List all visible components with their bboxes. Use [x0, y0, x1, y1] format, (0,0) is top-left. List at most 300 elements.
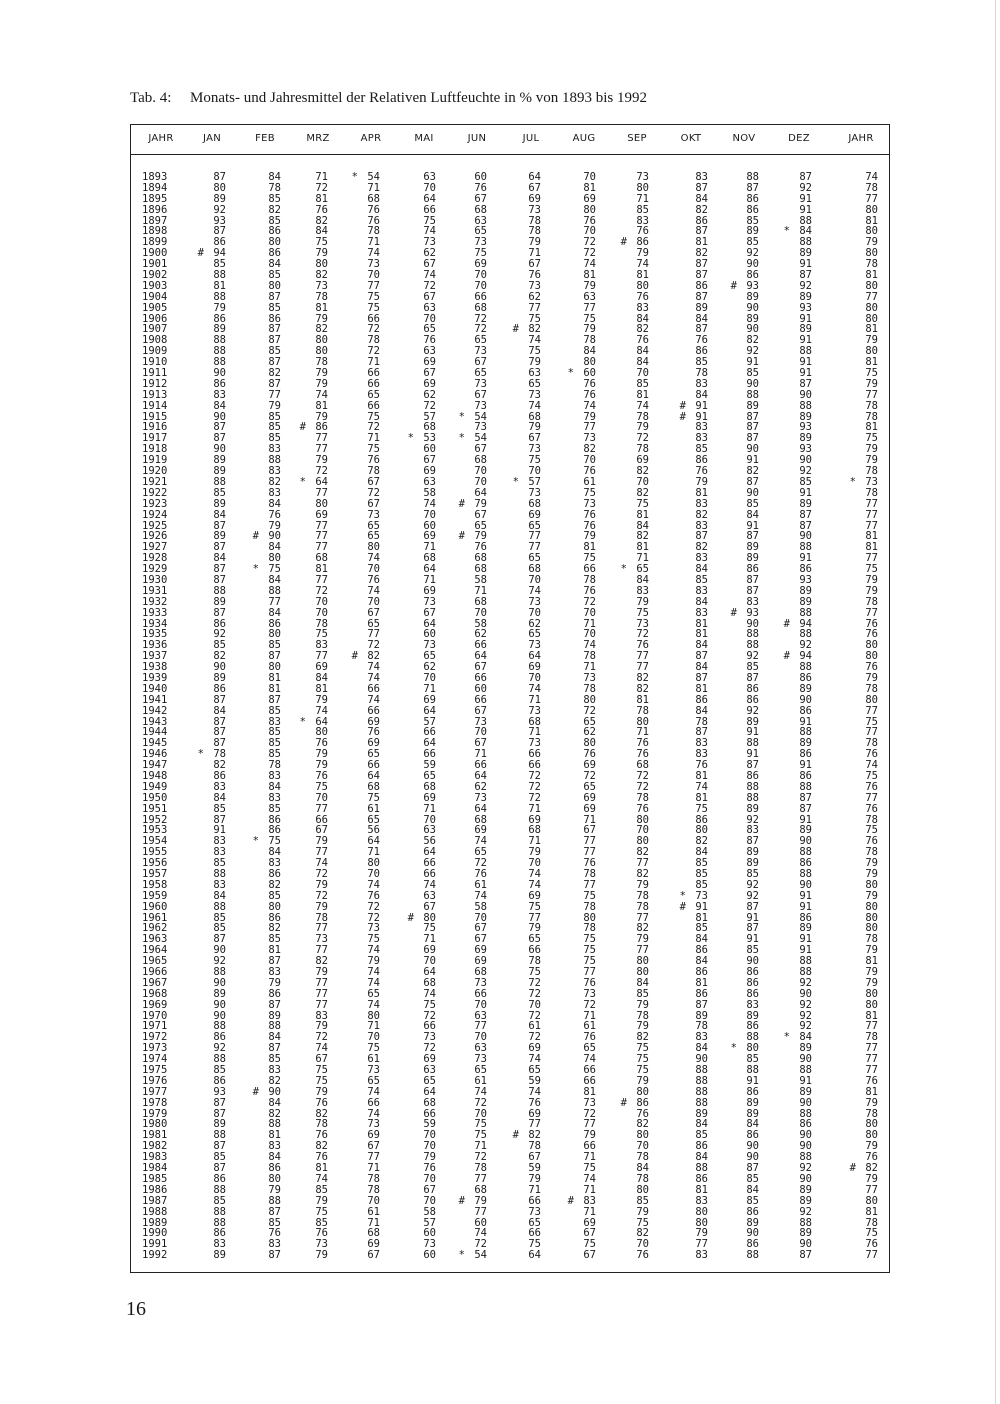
month-value-cell: 89 — [799, 290, 812, 303]
table-row — [131, 248, 889, 259]
month-value-cell: 77 — [315, 650, 328, 663]
annual-mean-cell: 77 — [865, 791, 878, 804]
month-value-cell: 88 — [799, 1107, 812, 1120]
table-row — [131, 945, 889, 956]
annual-mean-cell: 81 — [865, 421, 878, 434]
month-value-cell: 61 — [528, 1020, 541, 1033]
month-value-cell: 72 — [528, 1031, 541, 1044]
table-row — [131, 521, 889, 532]
month-value-cell: 86 — [268, 868, 281, 880]
month-value-cell: 85 — [315, 1216, 328, 1229]
year-cell: 1899 — [142, 236, 168, 249]
month-value-cell: 72 — [367, 911, 380, 924]
month-value-cell: 74 — [474, 889, 487, 902]
table-row — [131, 684, 889, 695]
month-value-cell: 75 — [636, 497, 649, 510]
month-value-cell: 73 — [474, 1053, 487, 1066]
month-value-cell: 66 — [583, 1140, 596, 1153]
month-value-cell: 67 — [528, 432, 541, 445]
month-value-cell: 70 — [367, 1194, 380, 1207]
month-value-cell: 67 — [474, 933, 487, 946]
month-value-cell: 78 — [528, 955, 541, 968]
minimum-marker: * — [458, 1249, 465, 1262]
month-value-cell: 77 — [315, 573, 328, 586]
month-value-cell: 86 — [799, 563, 812, 576]
month-value-cell: 83 — [268, 465, 281, 478]
month-value-cell: 83 — [268, 1140, 281, 1153]
month-value-cell: 64 — [423, 1085, 436, 1098]
month-value-cell: 74 — [528, 878, 541, 891]
month-value-cell: 68 — [474, 301, 487, 314]
month-value-cell: 85 — [636, 377, 649, 390]
month-value-cell: 67 — [528, 1151, 541, 1164]
month-value-cell: 89 — [746, 541, 759, 554]
month-value-cell: 72 — [636, 432, 649, 445]
month-value-cell: 81 — [315, 682, 328, 695]
maximum-marker: # — [783, 650, 790, 663]
month-value-cell: 64 — [528, 650, 541, 663]
month-value-cell: 76 — [367, 454, 380, 467]
annual-mean-cell: 79 — [865, 868, 878, 880]
month-value-cell: 64 — [474, 769, 487, 782]
month-value-cell: 67 — [528, 258, 541, 271]
month-value-cell: 78 — [636, 900, 649, 913]
month-value-cell: 91 — [746, 748, 759, 761]
year-cell: 1959 — [142, 889, 168, 902]
month-value-cell: 82 — [636, 1118, 649, 1131]
year-cell: 1966 — [142, 966, 168, 979]
month-value-cell: 85 — [268, 192, 281, 205]
month-value-cell: 86 — [315, 421, 328, 434]
annual-mean-cell: 78 — [865, 933, 878, 946]
month-value-cell: 76 — [474, 868, 487, 880]
month-value-cell: 89 — [746, 715, 759, 728]
month-value-cell: 83 — [695, 377, 708, 390]
month-value-cell: 90 — [799, 878, 812, 891]
year-cell: 1941 — [142, 693, 168, 706]
month-value-cell: 79 — [474, 497, 487, 510]
month-value-cell: 68 — [528, 563, 541, 576]
month-value-cell: 64 — [423, 737, 436, 750]
month-value-cell: 69 — [423, 377, 436, 390]
month-value-cell: 72 — [474, 1151, 487, 1164]
month-value-cell: 84 — [213, 552, 226, 565]
month-value-cell: 76 — [367, 214, 380, 227]
month-value-cell: 75 — [315, 1205, 328, 1218]
table-row — [131, 1141, 889, 1152]
table-row — [131, 923, 889, 934]
month-value-cell: 87 — [268, 377, 281, 390]
month-value-cell: 84 — [268, 497, 281, 510]
month-value-cell: 72 — [423, 279, 436, 292]
month-value-cell: 71 — [583, 617, 596, 630]
month-value-cell: 79 — [315, 454, 328, 467]
month-value-cell: 94 — [799, 617, 812, 630]
month-value-cell: 90 — [746, 377, 759, 390]
month-value-cell: 76 — [315, 1129, 328, 1142]
month-value-cell: 84 — [213, 508, 226, 521]
table-row — [131, 226, 889, 237]
month-value-cell: 70 — [367, 595, 380, 608]
table-row — [131, 619, 889, 630]
year-cell: 1933 — [142, 606, 168, 619]
month-value-cell: 75 — [367, 290, 380, 303]
month-value-cell: 88 — [746, 737, 759, 750]
month-value-cell: 86 — [695, 345, 708, 358]
month-value-cell: 76 — [636, 290, 649, 303]
month-value-cell: 77 — [636, 650, 649, 663]
month-value-cell: 86 — [799, 911, 812, 924]
month-value-cell: 79 — [583, 1129, 596, 1142]
year-cell: 1954 — [142, 835, 168, 848]
annual-mean-cell: 79 — [865, 334, 878, 347]
month-value-cell: 91 — [799, 367, 812, 380]
month-value-cell: 73 — [583, 1096, 596, 1109]
month-value-cell: 83 — [695, 737, 708, 750]
month-value-cell: 87 — [268, 356, 281, 369]
annual-mean-cell: 76 — [865, 661, 878, 674]
month-value-cell: 70 — [423, 181, 436, 194]
month-value-cell: 92 — [799, 279, 812, 292]
year-cell: 1990 — [142, 1227, 168, 1240]
month-value-cell: 88 — [695, 1074, 708, 1087]
month-value-cell: 65 — [528, 933, 541, 946]
month-value-cell: 76 — [367, 726, 380, 739]
month-value-cell: 92 — [213, 955, 226, 968]
annual-mean-cell: 80 — [865, 998, 878, 1011]
month-value-cell: 75 — [583, 1162, 596, 1175]
month-value-cell: 92 — [746, 345, 759, 358]
month-value-cell: 90 — [746, 955, 759, 968]
annual-mean-cell: 76 — [865, 780, 878, 793]
table-row — [131, 1043, 889, 1054]
minimum-marker: * — [197, 748, 204, 761]
year-cell: 1988 — [142, 1205, 168, 1218]
month-value-cell: 89 — [213, 1249, 226, 1262]
month-value-cell: 71 — [367, 432, 380, 445]
month-value-cell: 69 — [423, 944, 436, 957]
month-value-cell: 81 — [315, 1162, 328, 1175]
month-value-cell: 88 — [799, 628, 812, 641]
month-value-cell: 75 — [583, 889, 596, 902]
month-value-cell: 76 — [636, 639, 649, 652]
month-value-cell: 87 — [213, 421, 226, 434]
month-value-cell: 70 — [423, 671, 436, 684]
annual-mean-cell: 73 — [865, 475, 878, 488]
month-value-cell: 65 — [423, 323, 436, 336]
month-value-cell: 74 — [367, 966, 380, 979]
minimum-marker: * — [458, 410, 465, 423]
month-value-cell: 69 — [474, 955, 487, 968]
month-value-cell: 88 — [213, 966, 226, 979]
month-value-cell: 87 — [213, 693, 226, 706]
month-value-cell: 92 — [213, 1042, 226, 1055]
month-value-cell: 78 — [315, 290, 328, 303]
month-value-cell: 77 — [367, 279, 380, 292]
month-value-cell: 71 — [423, 573, 436, 586]
month-value-cell: 93 — [799, 573, 812, 586]
month-value-cell: 86 — [746, 1238, 759, 1251]
month-value-cell: 72 — [474, 1238, 487, 1251]
month-value-cell: 57 — [423, 715, 436, 728]
month-value-cell: 71 — [474, 1140, 487, 1153]
month-value-cell: 87 — [746, 475, 759, 488]
month-value-cell: 80 — [367, 1009, 380, 1022]
month-value-cell: 62 — [474, 628, 487, 641]
month-value-cell: 89 — [799, 432, 812, 445]
month-value-cell: 76 — [583, 1031, 596, 1044]
month-value-cell: 85 — [746, 367, 759, 380]
month-value-cell: 87 — [746, 573, 759, 586]
month-value-cell: 67 — [367, 606, 380, 619]
month-value-cell: 89 — [746, 1107, 759, 1120]
month-value-cell: 75 — [583, 944, 596, 957]
month-value-cell: 70 — [528, 465, 541, 478]
annual-mean-cell: 75 — [865, 432, 878, 445]
annual-mean-cell: 77 — [865, 1064, 878, 1077]
table-row — [131, 346, 889, 357]
table-row — [131, 444, 889, 455]
month-value-cell: 88 — [213, 1205, 226, 1218]
annual-mean-cell: 76 — [865, 835, 878, 848]
month-value-cell: 75 — [268, 835, 281, 848]
month-value-cell: 61 — [583, 475, 596, 488]
month-value-cell: 78 — [636, 1151, 649, 1164]
month-value-cell: 66 — [423, 868, 436, 880]
year-cell: 1936 — [142, 639, 168, 652]
month-value-cell: 72 — [474, 323, 487, 336]
annual-mean-cell: 77 — [865, 519, 878, 532]
month-value-cell: 75 — [636, 1042, 649, 1055]
month-value-cell: 65 — [423, 650, 436, 663]
year-cell: 1902 — [142, 269, 168, 282]
month-value-cell: 75 — [315, 1064, 328, 1077]
month-value-cell: 86 — [695, 966, 708, 979]
month-value-cell: 65 — [636, 563, 649, 576]
annual-mean-cell: 80 — [865, 203, 878, 216]
month-value-cell: 93 — [799, 301, 812, 314]
month-value-cell: 76 — [367, 573, 380, 586]
month-value-cell: 88 — [746, 1064, 759, 1077]
year-cell: 1920 — [142, 465, 168, 478]
month-value-cell: 91 — [746, 933, 759, 946]
month-value-cell: 72 — [367, 345, 380, 358]
month-value-cell: 78 — [583, 900, 596, 913]
month-value-cell: 83 — [268, 715, 281, 728]
month-value-cell: 64 — [423, 563, 436, 576]
month-value-cell: 85 — [213, 486, 226, 499]
month-value-cell: 76 — [528, 1096, 541, 1109]
month-value-cell: 73 — [636, 617, 649, 630]
month-value-cell: 82 — [583, 443, 596, 456]
month-value-cell: 88 — [799, 868, 812, 880]
month-value-cell: 79 — [474, 1194, 487, 1207]
month-value-cell: 82 — [268, 367, 281, 380]
annual-mean-cell: 79 — [865, 944, 878, 957]
month-value-cell: 63 — [474, 214, 487, 227]
annual-mean-cell: 76 — [865, 1074, 878, 1087]
month-value-cell: 74 — [423, 269, 436, 282]
table-row — [131, 902, 889, 913]
month-value-cell: 77 — [583, 301, 596, 314]
month-value-cell: 69 — [367, 1129, 380, 1142]
month-value-cell: 81 — [695, 617, 708, 630]
table-row — [131, 1065, 889, 1076]
month-value-cell: 60 — [423, 519, 436, 532]
minimum-marker: * — [679, 889, 686, 902]
month-value-cell: 78 — [583, 682, 596, 695]
month-value-cell: 66 — [474, 290, 487, 303]
table-row — [131, 640, 889, 651]
month-value-cell: 77 — [583, 835, 596, 848]
month-value-cell: 87 — [213, 563, 226, 576]
month-value-cell: 79 — [423, 1151, 436, 1164]
month-value-cell: 75 — [636, 1064, 649, 1077]
month-value-cell: 82 — [315, 1107, 328, 1120]
month-value-cell: 69 — [583, 1216, 596, 1229]
month-value-cell: 59 — [528, 1162, 541, 1175]
month-value-cell: 76 — [315, 737, 328, 750]
month-value-cell: 81 — [636, 508, 649, 521]
month-value-cell: 66 — [367, 367, 380, 380]
month-value-cell: 85 — [746, 1172, 759, 1185]
month-value-cell: 67 — [474, 922, 487, 935]
month-value-cell: 61 — [474, 878, 487, 891]
month-value-cell: 76 — [636, 737, 649, 750]
table-row — [131, 488, 889, 499]
month-value-cell: 90 — [746, 1151, 759, 1164]
month-value-cell: 70 — [583, 606, 596, 619]
month-value-cell: 86 — [213, 1031, 226, 1044]
month-value-cell: 76 — [367, 203, 380, 216]
month-value-cell: 64 — [315, 715, 328, 728]
month-value-cell: 85 — [213, 802, 226, 815]
month-value-cell: 78 — [695, 1020, 708, 1033]
month-value-cell: 82 — [636, 1031, 649, 1044]
month-value-cell: 79 — [315, 878, 328, 891]
month-value-cell: 73 — [528, 737, 541, 750]
month-value-cell: 74 — [636, 399, 649, 412]
month-value-cell: 84 — [746, 1118, 759, 1131]
month-value-cell: 79 — [315, 247, 328, 260]
month-value-cell: 70 — [423, 1140, 436, 1153]
annual-mean-cell: 80 — [865, 1194, 878, 1207]
table-row — [131, 314, 889, 325]
month-value-cell: 64 — [474, 650, 487, 663]
annual-mean-cell: 78 — [865, 399, 878, 412]
table-row — [131, 575, 889, 586]
month-value-cell: 65 — [528, 519, 541, 532]
month-value-cell: 69 — [528, 661, 541, 674]
annual-mean-cell: 78 — [865, 181, 878, 194]
month-value-cell: 85 — [268, 639, 281, 652]
year-cell: 1927 — [142, 541, 168, 554]
month-value-cell: 83 — [315, 1009, 328, 1022]
month-value-cell: 75 — [583, 955, 596, 968]
month-value-cell: 83 — [268, 1064, 281, 1077]
month-value-cell: 87 — [213, 737, 226, 750]
month-value-cell: 88 — [213, 475, 226, 488]
month-value-cell: 72 — [528, 769, 541, 782]
annual-mean-cell: 77 — [865, 1020, 878, 1033]
month-value-cell: 82 — [695, 247, 708, 260]
month-value-cell: 88 — [213, 900, 226, 913]
month-value-cell: 87 — [799, 791, 812, 804]
month-value-cell: 71 — [636, 726, 649, 739]
month-value-cell: 87 — [213, 225, 226, 238]
month-value-cell: 66 — [315, 813, 328, 826]
month-value-cell: 78 — [583, 573, 596, 586]
month-value-cell: 85 — [746, 236, 759, 249]
month-value-cell: 81 — [268, 682, 281, 695]
table-row — [131, 1163, 889, 1174]
month-value-cell: 75 — [528, 1238, 541, 1251]
month-value-cell: 80 — [636, 813, 649, 826]
month-value-cell: 78 — [695, 715, 708, 728]
annual-mean-cell: 78 — [865, 410, 878, 423]
month-value-cell: 65 — [423, 1074, 436, 1087]
year-cell: 1953 — [142, 824, 168, 837]
month-value-cell: 87 — [213, 715, 226, 728]
maximum-marker: # — [351, 650, 358, 663]
month-value-cell: 73 — [583, 671, 596, 684]
month-value-cell: 85 — [268, 1216, 281, 1229]
year-cell: 1932 — [142, 595, 168, 608]
month-value-cell: 84 — [636, 356, 649, 369]
table-row — [131, 172, 889, 183]
month-value-cell: 77 — [315, 998, 328, 1011]
month-value-cell: 82 — [268, 1074, 281, 1087]
month-value-cell: 87 — [746, 421, 759, 434]
month-value-cell: 79 — [268, 399, 281, 412]
month-value-cell: 92 — [799, 1205, 812, 1218]
month-value-cell: 76 — [583, 508, 596, 521]
table-caption — [130, 90, 647, 107]
year-cell: 1909 — [142, 345, 168, 358]
table-row — [131, 782, 889, 793]
maximum-marker: # — [512, 323, 519, 336]
month-value-cell: 69 — [528, 1042, 541, 1055]
month-value-cell: 69 — [528, 1107, 541, 1120]
month-value-cell: 85 — [213, 1194, 226, 1207]
month-value-cell: 74 — [528, 334, 541, 347]
table-row — [131, 259, 889, 270]
month-value-cell: 79 — [367, 955, 380, 968]
month-value-cell: 66 — [423, 857, 436, 870]
month-value-cell: 68 — [474, 595, 487, 608]
month-value-cell: 67 — [315, 824, 328, 837]
month-value-cell: 84 — [695, 955, 708, 968]
month-value-cell: 86 — [746, 966, 759, 979]
month-value-cell: 84 — [695, 595, 708, 608]
month-value-cell: 89 — [268, 1009, 281, 1022]
month-value-cell: 86 — [268, 617, 281, 630]
month-value-cell: 73 — [315, 933, 328, 946]
month-value-cell: 83 — [695, 1249, 708, 1262]
month-value-cell: 76 — [528, 269, 541, 282]
annual-mean-cell: 78 — [865, 846, 878, 859]
month-value-cell: 80 — [268, 628, 281, 641]
month-value-cell: 76 — [315, 203, 328, 216]
month-value-cell: 66 — [367, 759, 380, 772]
month-value-cell: 91 — [799, 334, 812, 347]
month-value-cell: 77 — [636, 911, 649, 924]
year-cell: 1908 — [142, 334, 168, 347]
month-value-cell: 82 — [695, 203, 708, 216]
table-row — [131, 662, 889, 673]
month-value-cell: 63 — [528, 367, 541, 380]
annual-mean-cell: 77 — [865, 1053, 878, 1066]
